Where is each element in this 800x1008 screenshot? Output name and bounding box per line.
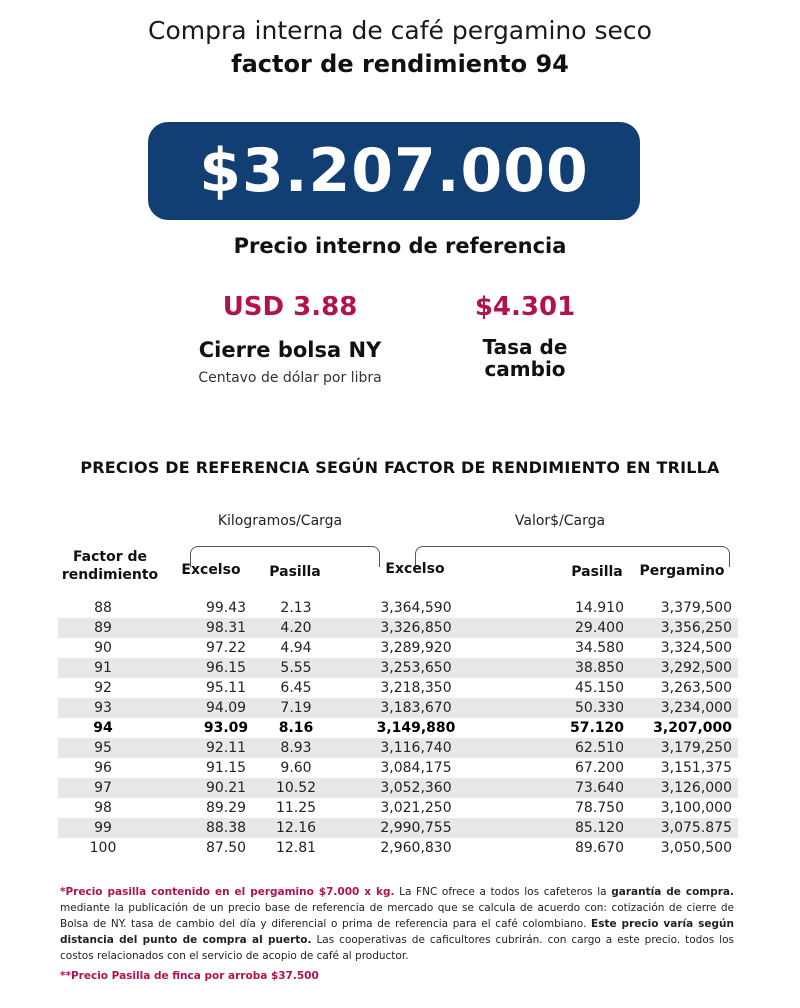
cell-pasilla-kg: 4.20 [280, 620, 312, 636]
reference-price-box [148, 122, 640, 220]
cell-pergamino: 3,179,250 [660, 740, 732, 756]
table-row [58, 658, 738, 678]
cell-pasilla-value: 78.750 [575, 800, 624, 816]
cell-pasilla-value: 34.580 [575, 640, 624, 656]
cell-factor: 96 [94, 760, 112, 776]
ny-close-label: Cierre bolsa NY [198, 338, 382, 362]
cell-pergamino: 3,207,000 [653, 720, 732, 736]
cell-factor: 99 [94, 820, 112, 836]
table-row [58, 798, 738, 818]
cell-excelso-kg: 88.38 [205, 820, 247, 836]
cell-excelso-kg: 89.29 [205, 800, 247, 816]
footnote-guarantee: garantía de compra. [611, 886, 735, 898]
cell-pergamino: 3,379,500 [660, 600, 732, 616]
cell-pasilla-value: 14.910 [575, 600, 624, 616]
cell-factor: 90 [94, 640, 112, 656]
cell-excelso-kg: 97.22 [205, 640, 247, 656]
cell-pasilla-value: 89.670 [575, 840, 624, 856]
group-label-value: Valor$/Carga [514, 513, 606, 529]
cell-pergamino: 3,234,000 [660, 700, 732, 716]
cell-excelso-kg: 96.15 [205, 660, 247, 676]
table-row [58, 598, 738, 618]
section-title: PRECIOS DE REFERENCIA SEGÚN FACTOR DE RENDIMIENTO EN TRILLA [80, 458, 720, 477]
cell-factor: 95 [94, 740, 112, 756]
cell-factor: 97 [94, 780, 112, 796]
table-row [58, 838, 738, 858]
cell-pergamino: 3,356,250 [660, 620, 732, 636]
col-header-pasilla-kg: Pasilla [269, 564, 321, 580]
cell-excelso-value: 3,021,250 [380, 800, 452, 816]
cell-pasilla-kg: 8.93 [280, 740, 312, 756]
footnote-text-3: Las cooperativas de caficultores cubrirán. con cargo a este precio. todos los costos relacionados con el servicio de acopio de café al productor. [60, 934, 734, 962]
ny-close-unit: Centavo de dólar por libra [198, 370, 382, 386]
col-header-pergamino: Pergamino [639, 563, 725, 579]
cell-pergamino: 3,050,500 [660, 840, 732, 856]
col-header-excelso-value: Excelso [385, 561, 445, 577]
cell-pasilla-kg: 4.94 [280, 640, 312, 656]
cell-pasilla-value: 73.640 [575, 780, 624, 796]
cell-pasilla-value: 62.510 [575, 740, 624, 756]
cell-pasilla-kg: 12.16 [275, 820, 317, 836]
table-row [58, 818, 738, 838]
cell-excelso-kg: 95.11 [205, 680, 247, 696]
cell-excelso-value: 3,218,350 [380, 680, 452, 696]
table-row [58, 738, 738, 758]
cell-factor: 94 [93, 720, 113, 736]
footnote-text-2: mediante la publicación de un precio base de referencia de mercado que se calcula de acuerdo con: cotización de cierre de Bolsa de NY. tasa de cambio del día y diferencial o prima de referencia para el café colombiano. [60, 902, 734, 930]
cell-pergamino: 3,324,500 [660, 640, 732, 656]
col-header-pasilla-value: Pasilla [571, 564, 623, 580]
footnote [60, 884, 734, 964]
table-row [58, 758, 738, 778]
table-row [58, 638, 738, 658]
cell-pasilla-kg: 11.25 [275, 800, 317, 816]
cell-factor: 98 [94, 800, 112, 816]
cell-excelso-value: 2,990,755 [380, 820, 452, 836]
col-header-factor-line1: Factor de [72, 549, 148, 565]
reference-price-caption: Precio interno de referencia [233, 234, 567, 258]
price-table [58, 598, 738, 858]
cell-pasilla-value: 50.330 [575, 700, 624, 716]
cell-excelso-kg: 90.21 [205, 780, 247, 796]
cell-factor: 93 [94, 700, 112, 716]
cell-pasilla-value: 29.400 [575, 620, 624, 636]
cell-pasilla-value: 85.120 [575, 820, 624, 836]
table-row [58, 618, 738, 638]
cell-excelso-kg: 91.15 [205, 760, 247, 776]
cell-pasilla-kg: 9.60 [280, 760, 312, 776]
cell-excelso-value: 3,326,850 [380, 620, 452, 636]
cell-excelso-value: 3,149,880 [376, 720, 456, 736]
cell-pasilla-value: 38.850 [575, 660, 624, 676]
footnote-pasilla-price: *Precio pasilla contenido en el pergamino $7.000 x kg. [60, 886, 395, 898]
cell-factor: 89 [94, 620, 112, 636]
cell-excelso-kg: 92.11 [205, 740, 247, 756]
cell-pasilla-value: 45.150 [575, 680, 624, 696]
title-line-1: Compra interna de café pergamino seco [148, 16, 652, 45]
cell-excelso-kg: 99.43 [205, 600, 247, 616]
table-row [58, 678, 738, 698]
reference-price-value: $3.207.000 [199, 136, 589, 206]
cell-pasilla-kg: 6.45 [280, 680, 312, 696]
cell-excelso-kg: 93.09 [203, 720, 249, 736]
col-header-excelso-kg: Excelso [181, 562, 241, 578]
footnote-text-1: La FNC ofrece a todos los cafeteros la [394, 886, 612, 898]
cell-factor: 91 [94, 660, 112, 676]
cell-excelso-value: 3,084,175 [380, 760, 452, 776]
exchange-rate-value: $4.301 [474, 292, 576, 322]
cell-excelso-kg: 98.31 [205, 620, 247, 636]
cell-excelso-value: 3,183,670 [380, 700, 452, 716]
cell-factor: 100 [89, 840, 117, 856]
cell-pasilla-value: 67.200 [575, 760, 624, 776]
cell-excelso-value: 3,253,650 [380, 660, 452, 676]
cell-excelso-kg: 87.50 [205, 840, 247, 856]
cell-pergamino: 3,151,375 [660, 760, 732, 776]
footnote-finca-pasilla: **Precio Pasilla de finca por arroba $37.500 [60, 970, 319, 982]
table-row-highlighted [58, 718, 738, 738]
cell-pasilla-kg: 12.81 [275, 840, 317, 856]
cell-pergamino: 3,075.875 [660, 820, 732, 836]
table-row [58, 698, 738, 718]
cell-pergamino: 3,100,000 [660, 800, 732, 816]
cell-excelso-value: 2,960,830 [380, 840, 452, 856]
cell-pasilla-kg: 2.13 [280, 600, 312, 616]
ny-close-value: USD 3.88 [222, 292, 358, 322]
col-header-factor [50, 548, 170, 584]
cell-pasilla-value: 57.120 [569, 720, 624, 736]
footnote-distance-note: Este precio varía según distancia del punto de compra al puerto. [60, 918, 735, 946]
cell-pergamino: 3,292,500 [660, 660, 732, 676]
exchange-rate-label-line1: Tasa de [482, 335, 568, 359]
cell-factor: 92 [94, 680, 112, 696]
cell-factor: 88 [94, 600, 112, 616]
exchange-rate-label [450, 336, 600, 380]
col-header-factor-line2: rendimiento [61, 567, 159, 583]
group-label-kg: Kilogramos/Carga [217, 513, 343, 529]
exchange-rate-label-line2: cambio [484, 357, 566, 381]
table-row [58, 778, 738, 798]
cell-excelso-value: 3,364,590 [380, 600, 452, 616]
title-line-2: factor de rendimiento 94 [231, 50, 569, 78]
cell-pasilla-kg: 5.55 [280, 660, 312, 676]
cell-excelso-value: 3,116,740 [380, 740, 452, 756]
cell-pergamino: 3,126,000 [660, 780, 732, 796]
cell-pasilla-kg: 10.52 [275, 780, 317, 796]
cell-pergamino: 3,263,500 [660, 680, 732, 696]
cell-excelso-value: 3,289,920 [380, 640, 452, 656]
cell-pasilla-kg: 7.19 [280, 700, 312, 716]
cell-excelso-kg: 94.09 [205, 700, 247, 716]
cell-pasilla-kg: 8.16 [278, 720, 314, 736]
cell-excelso-value: 3,052,360 [380, 780, 452, 796]
